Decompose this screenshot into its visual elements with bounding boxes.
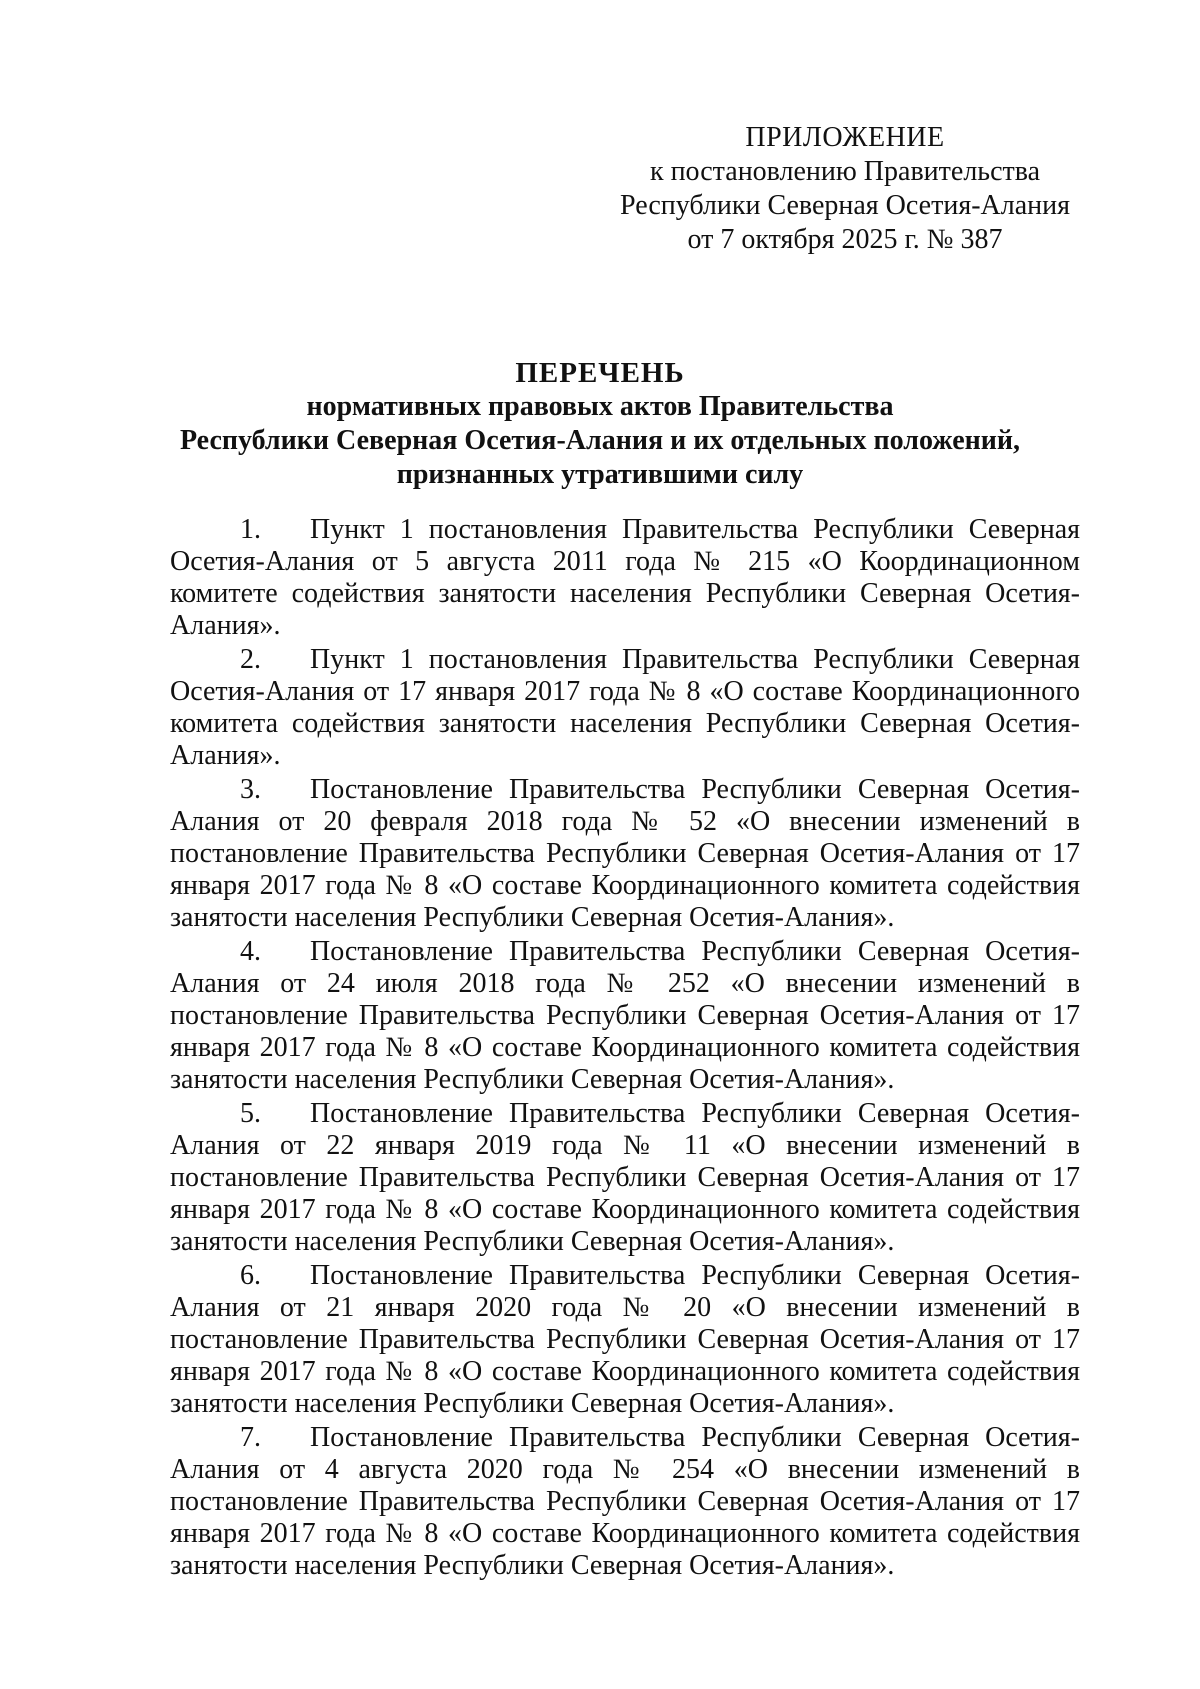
item-number: 6.: [240, 1260, 261, 1291]
appendix-line: к постановлению Правительства: [649, 156, 1041, 187]
document-heading: [150, 356, 1050, 492]
list-item: [170, 514, 1080, 642]
appendix-title: ПРИЛОЖЕНИЕ: [745, 122, 945, 153]
appendix-date-line: от 7 октября 2025 г. № 387: [687, 224, 1003, 255]
heading-line: Республики Северная Осетия-Алания и их отдельных положений,: [179, 425, 1021, 456]
list-item: [170, 1422, 1080, 1582]
item-number: 4.: [240, 936, 261, 967]
item-text: Постановление Правительства Республики Северная Осетия-Алания от 22 января 2019 года № 11 «О внесении изменений в постановление Правительства Республики Северная Осетия-Алания от 17 января 2017 года № 8 «О составе Координационного комитета содействия занятости населения Республики Северная Осетия-Алания».: [170, 1098, 1080, 1257]
heading-line: признанных утратившими силу: [396, 459, 804, 490]
item-number: 5.: [240, 1098, 261, 1129]
item-text: Пункт 1 постановления Правительства Республики Северная Осетия-Алания от 17 января 2017 года № 8 «О составе Координационного комитета содействия занятости населения Республики Северная Осетия-Алания».: [170, 644, 1080, 771]
item-text: Постановление Правительства Республики Северная Осетия-Алания от 21 января 2020 года № 20 «О внесении изменений в постановление Правительства Республики Северная Осетия-Алания от 17 января 2017 года № 8 «О составе Координационного комитета содействия занятости населения Республики Северная Осетия-Алания».: [170, 1260, 1080, 1419]
list-item: [170, 644, 1080, 772]
item-text: Постановление Правительства Республики Северная Осетия-Алания от 20 февраля 2018 года № 52 «О внесении изменений в постановление Правительства Республики Северная Осетия-Алания от 17 января 2017 года № 8 «О составе Координационного комитета содействия занятости населения Республики Северная Осетия-Алания».: [170, 774, 1080, 933]
item-number: 2.: [240, 644, 261, 675]
item-text: Постановление Правительства Республики Северная Осетия-Алания от 4 августа 2020 года № 254 «О внесении изменений в постановление Правительства Республики Северная Осетия-Алания от 17 января 2017 года № 8 «О составе Координационного комитета содействия занятости населения Республики Северная Осетия-Алания».: [170, 1422, 1080, 1581]
item-text: Пункт 1 постановления Правительства Республики Северная Осетия-Алания от 5 августа 2011 года № 215 «О Координационном комитете содействия занятости населения Республики Северная Осетия-Алания».: [170, 514, 1080, 641]
acts-list: [170, 514, 1080, 1584]
heading-title: ПЕРЕЧЕНЬ: [515, 357, 685, 389]
appendix-block: [610, 121, 1080, 257]
list-item: [170, 1260, 1080, 1420]
list-item: [170, 774, 1080, 934]
list-item: [170, 1098, 1080, 1258]
item-number: 7.: [240, 1422, 261, 1453]
list-item: [170, 936, 1080, 1096]
heading-line: нормативных правовых актов Правительства: [306, 391, 894, 422]
item-number: 3.: [240, 774, 261, 805]
appendix-line: Республики Северная Осетия-Алания: [620, 190, 1070, 221]
item-number: 1.: [240, 514, 261, 545]
item-text: Постановление Правительства Республики Северная Осетия-Алания от 24 июля 2018 года № 252 «О внесении изменений в постановление Правительства Республики Северная Осетия-Алания от 17 января 2017 года № 8 «О составе Координационного комитета содействия занятости населения Республики Северная Осетия-Алания».: [170, 936, 1080, 1095]
